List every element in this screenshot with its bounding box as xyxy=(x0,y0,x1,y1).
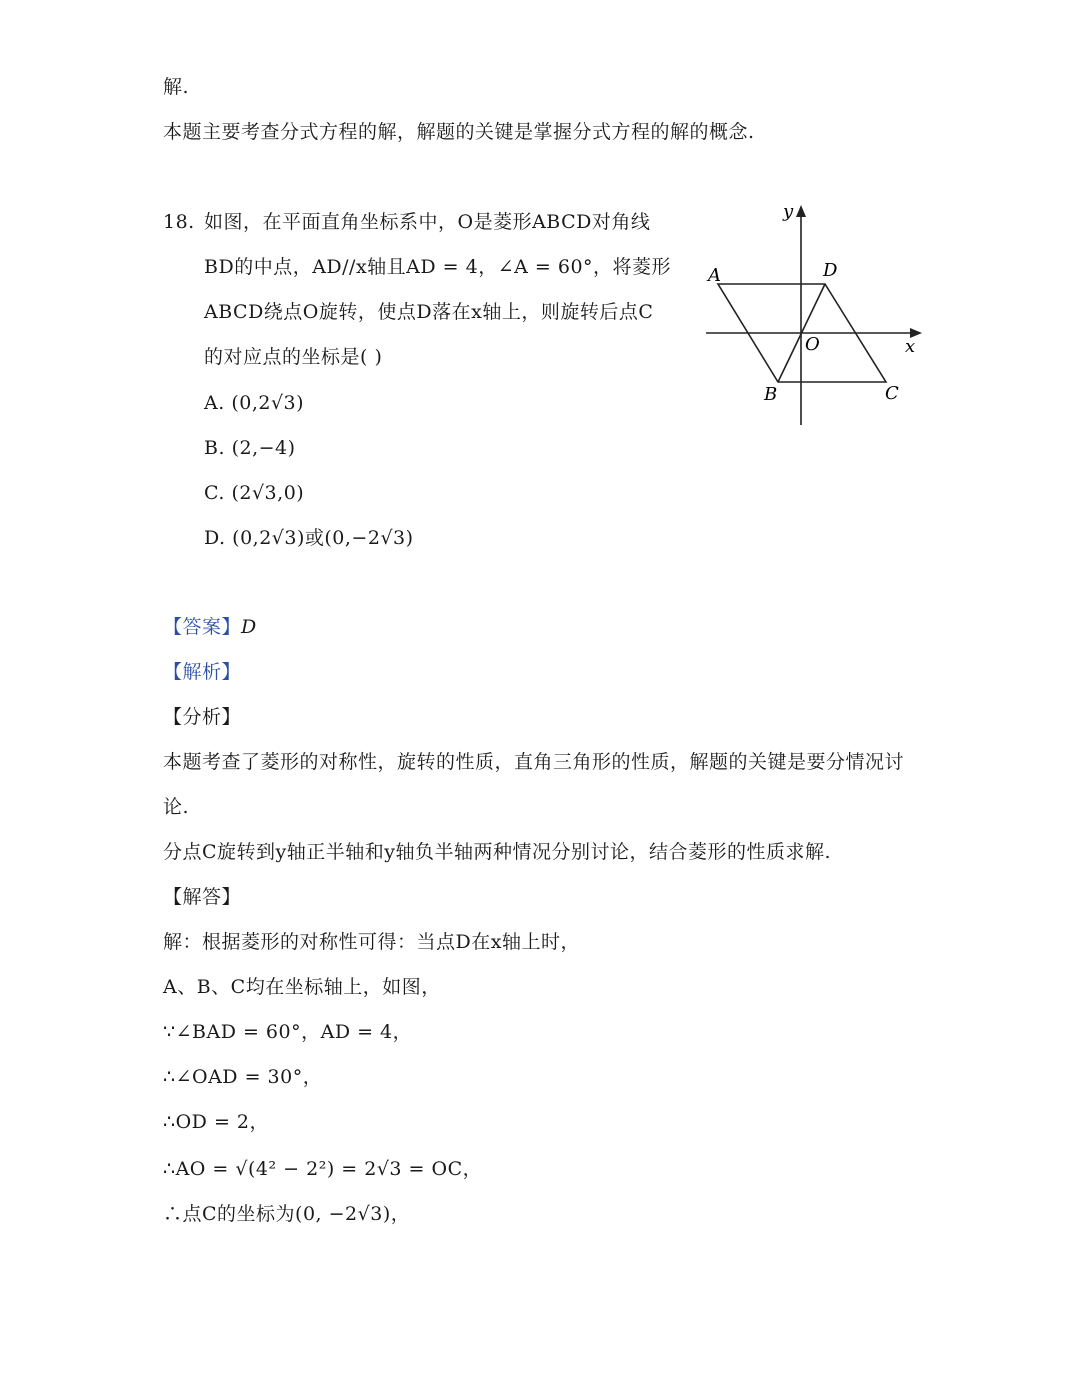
option-d-text: (0,2√3)或(0,−2√3) xyxy=(232,527,414,549)
question-stem-line-1: 如图，在平面直角坐标系中，O是菱形ABCD对角线 xyxy=(204,211,651,233)
analysis-tag: 【解析】 xyxy=(163,661,242,683)
option-d-letter: D. xyxy=(204,527,226,549)
fenxi-line-1: 本题考查了菱形的对称性，旋转的性质，直角三角形的性质，解题的关键是要分情况讨 xyxy=(163,751,905,773)
jieda-line-5: ∴OD = 2， xyxy=(163,1111,269,1133)
label-y: y xyxy=(783,201,794,222)
y-axis-arrow xyxy=(796,205,806,217)
answer-line xyxy=(163,614,257,640)
label-d: D xyxy=(823,260,838,281)
option-a xyxy=(204,390,304,416)
question-number: 18. xyxy=(163,211,195,233)
option-c-text: (2√3,0) xyxy=(231,482,305,504)
jieda-line-6: ∴AO = √(4² − 2²) = 2√3 = OC， xyxy=(163,1158,483,1180)
jieda-line-4: ∴∠OAD = 30°， xyxy=(163,1066,323,1088)
fenxi-line-2: 论. xyxy=(163,796,190,818)
jieda-tag: 【解答】 xyxy=(163,886,242,908)
question-stem-line-2: BD的中点，AD//x轴且AD = 4，∠A = 60°，将菱形 xyxy=(204,256,672,278)
option-b-letter: B. xyxy=(204,437,226,459)
question-stem-line-3: ABCD绕点O旋转，使点D落在x轴上，则旋转后点C xyxy=(204,301,654,323)
answer-tag: 【答案】 xyxy=(163,616,242,638)
option-b xyxy=(204,435,296,461)
jieda-line-7: ∴点C的坐标为(0, −2√3)， xyxy=(163,1203,411,1225)
question-stem-line-4: 的对应点的坐标是( ) xyxy=(204,346,383,368)
option-a-letter: A. xyxy=(204,392,225,414)
option-c xyxy=(204,480,304,506)
intro-line-1: 解. xyxy=(163,76,190,98)
jieda-line-2: A、B、C均在坐标轴上，如图， xyxy=(163,976,441,998)
fenxi-line-3: 分点C旋转到y轴正半轴和y轴负半轴两种情况分别讨论，结合菱形的性质求解. xyxy=(163,841,832,863)
answer-value: D xyxy=(241,616,257,638)
label-c: C xyxy=(885,383,899,404)
label-o: O xyxy=(805,334,820,355)
label-b: B xyxy=(764,384,778,405)
option-d xyxy=(204,525,414,551)
fenxi-tag: 【分析】 xyxy=(163,706,242,728)
rhombus-figure xyxy=(700,195,930,435)
option-a-text: (0,2√3) xyxy=(231,392,305,414)
option-b-text: (2,−4) xyxy=(231,437,296,459)
jieda-line-1: 解：根据菱形的对称性可得：当点D在x轴上时， xyxy=(163,931,580,953)
option-c-letter: C. xyxy=(204,482,225,504)
jieda-line-3: ∵∠BAD = 60°，AD = 4， xyxy=(163,1021,413,1043)
intro-line-2: 本题主要考查分式方程的解，解题的关键是掌握分式方程的解的概念. xyxy=(163,121,755,143)
label-x: x xyxy=(905,336,916,357)
label-a: A xyxy=(708,265,721,286)
